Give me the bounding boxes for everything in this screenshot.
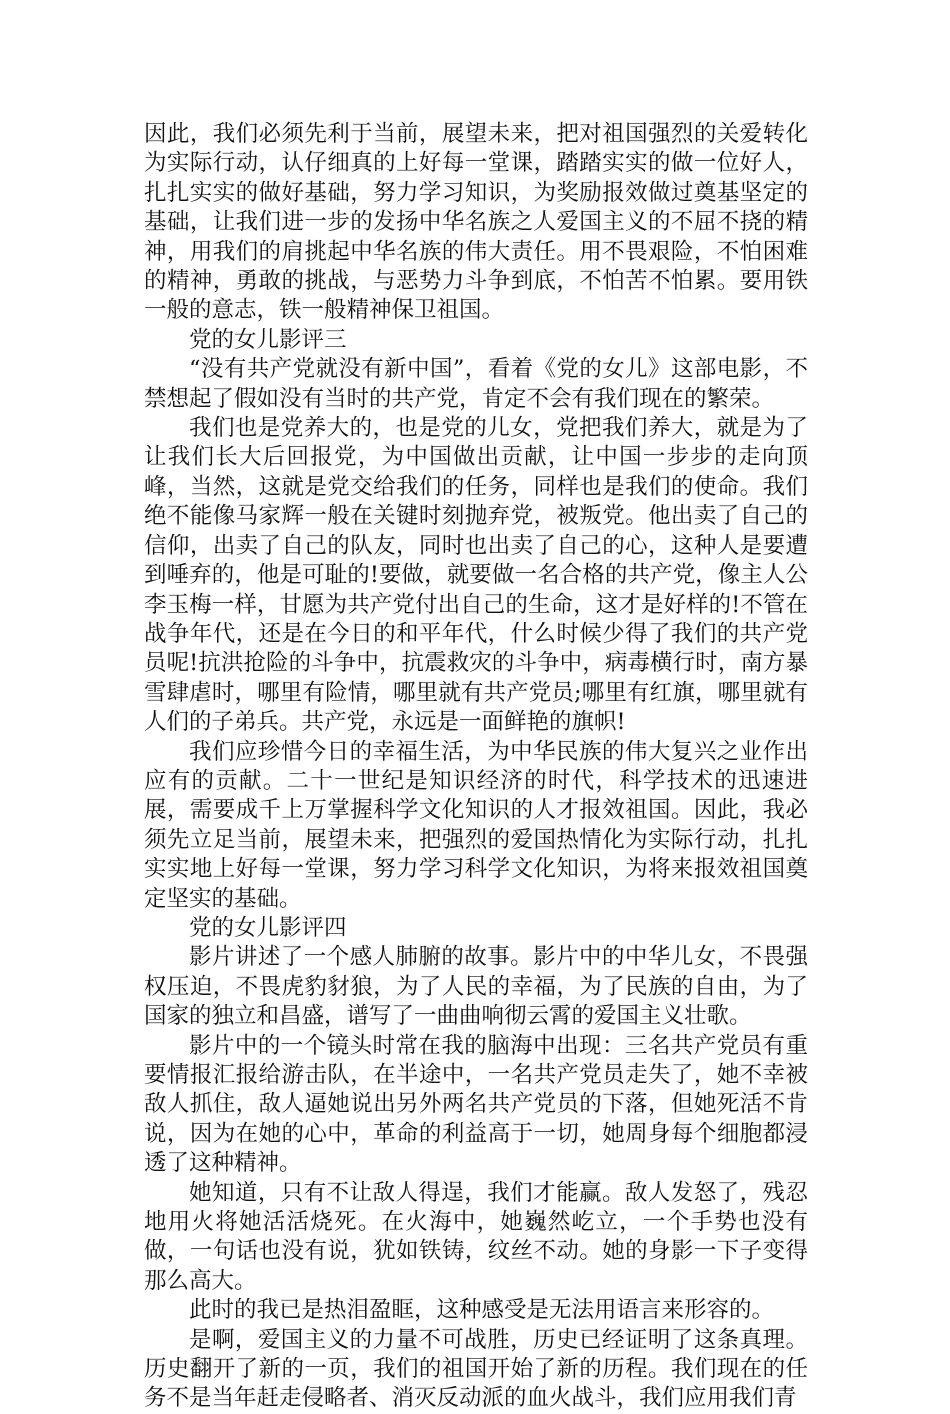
paragraph: 是啊，爱国主义的力量不可战胜，历史已经证明了这条真理。历史翻开了新的一页，我们的祖国开始了新的历程。我们现在的任务不是当年赶走侵略者、消灭反动派的血火战斗，我们应用我们青 [144,1326,808,1412]
paragraph: 影片中的一个镜头时常在我的脑海中出现：三名共产党员有重要情报汇报给游击队，在半途中，一名共产党员走失了，她不幸被敌人抓住，敌人逼她说出另外两名共产党员的下落，但她死活不肯说，因为在她的心中，革命的利益高于一切，她周身每个细胞都浸透了这种精神。 [144,1032,808,1177]
paragraph: 我们应珍惜今日的幸福生活，为中华民族的伟大复兴之业作出应有的贡献。二十一世纪是知识经济的时代，科学技术的迅速进展，需要成千上万掌握科学文化知识的人才报效祖国。因此，我必须先立足当前，展望未来，把强烈的爱国热情化为实际行动，扎扎实实地上好每一堂课，努力学习科学文化知识，为将来报效祖国奠定坚实的基础。 [144,738,808,912]
paragraph: 此时的我已是热泪盈眶，这种感受是无法用语言来形容的。 [189,1297,775,1324]
paragraph-intro: 因此，我们必须先利于当前，展望未来，把对祖国强烈的关爱转化为实际行动，认仔细真的上好每一堂课，踏踏实实的做一位好人，扎扎实实的做好基础，努力学习知识，为奖励报效做过奠基坚定的基础，让我们进一步的发扬中华名族之人爱国主义的不屈不挠的精神，用我们的肩挑起中华名族的伟大责任。用不畏艰险，不怕困难的精神，勇敢的挑战，与恶势力斗争到底，不怕苦不怕累。要用铁一般的意志，铁一般精神保卫祖国。 [144,121,808,324]
document-page [144,120,808,1414]
paragraph: 我们也是党养大的，也是党的儿女，党把我们养大，就是为了让我们长大后回报党，为中国做出贡献，让中国一步步的走向顶峰，当然，这就是党交给我们的任务，同样也是我们的使命。我们绝不能像马家辉一般在关键时刻抛弃党，被叛党。他出卖了自己的信仰，出卖了自己的队友，同时也出卖了自己的心，这种人是要遭到唾弃的，他是可耻的!要做，就要做一名合格的共产党，像主人公李玉梅一样，甘愿为共产党付出自己的生命，这才是好样的!不管在战争年代，还是在今日的和平年代，什么时候少得了我们的共产党员呢!抗洪抢险的斗争中，抗震救灾的斗争中，病毒横行时，南方暴雪肆虐时，哪里有险情，哪里就有共产党员;哪里有红旗，哪里就有人们的子弟兵。共产党，永远是一面鲜艳的旗帜! [144,415,808,736]
section-heading-review-four: 党的女儿影评四 [189,914,347,941]
paragraph: “没有共产党就没有新中国”，看着《党的女儿》这部电影，不禁想起了假如没有当时的共产党，肯定不会有我们现在的繁荣。 [144,356,808,412]
paragraph: 影片讲述了一个感人肺腑的故事。影片中的中华儿女，不畏强权压迫，不畏虎豹豺狼，为了人民的幸福，为了民族的自由，为了国家的独立和昌盛，谱写了一曲曲响彻云霄的爱国主义壮歌。 [144,944,808,1030]
section-heading-review-three: 党的女儿影评三 [189,326,347,353]
paragraph: 她知道，只有不让敌人得逞，我们才能赢。敌人发怒了，残忍地用火将她活活烧死。在火海中，她巍然屹立，一个手势也没有做，一句话也没有说，犹如铁铸，纹丝不动。她的身影一下子变得那么高大。 [144,1179,808,1294]
